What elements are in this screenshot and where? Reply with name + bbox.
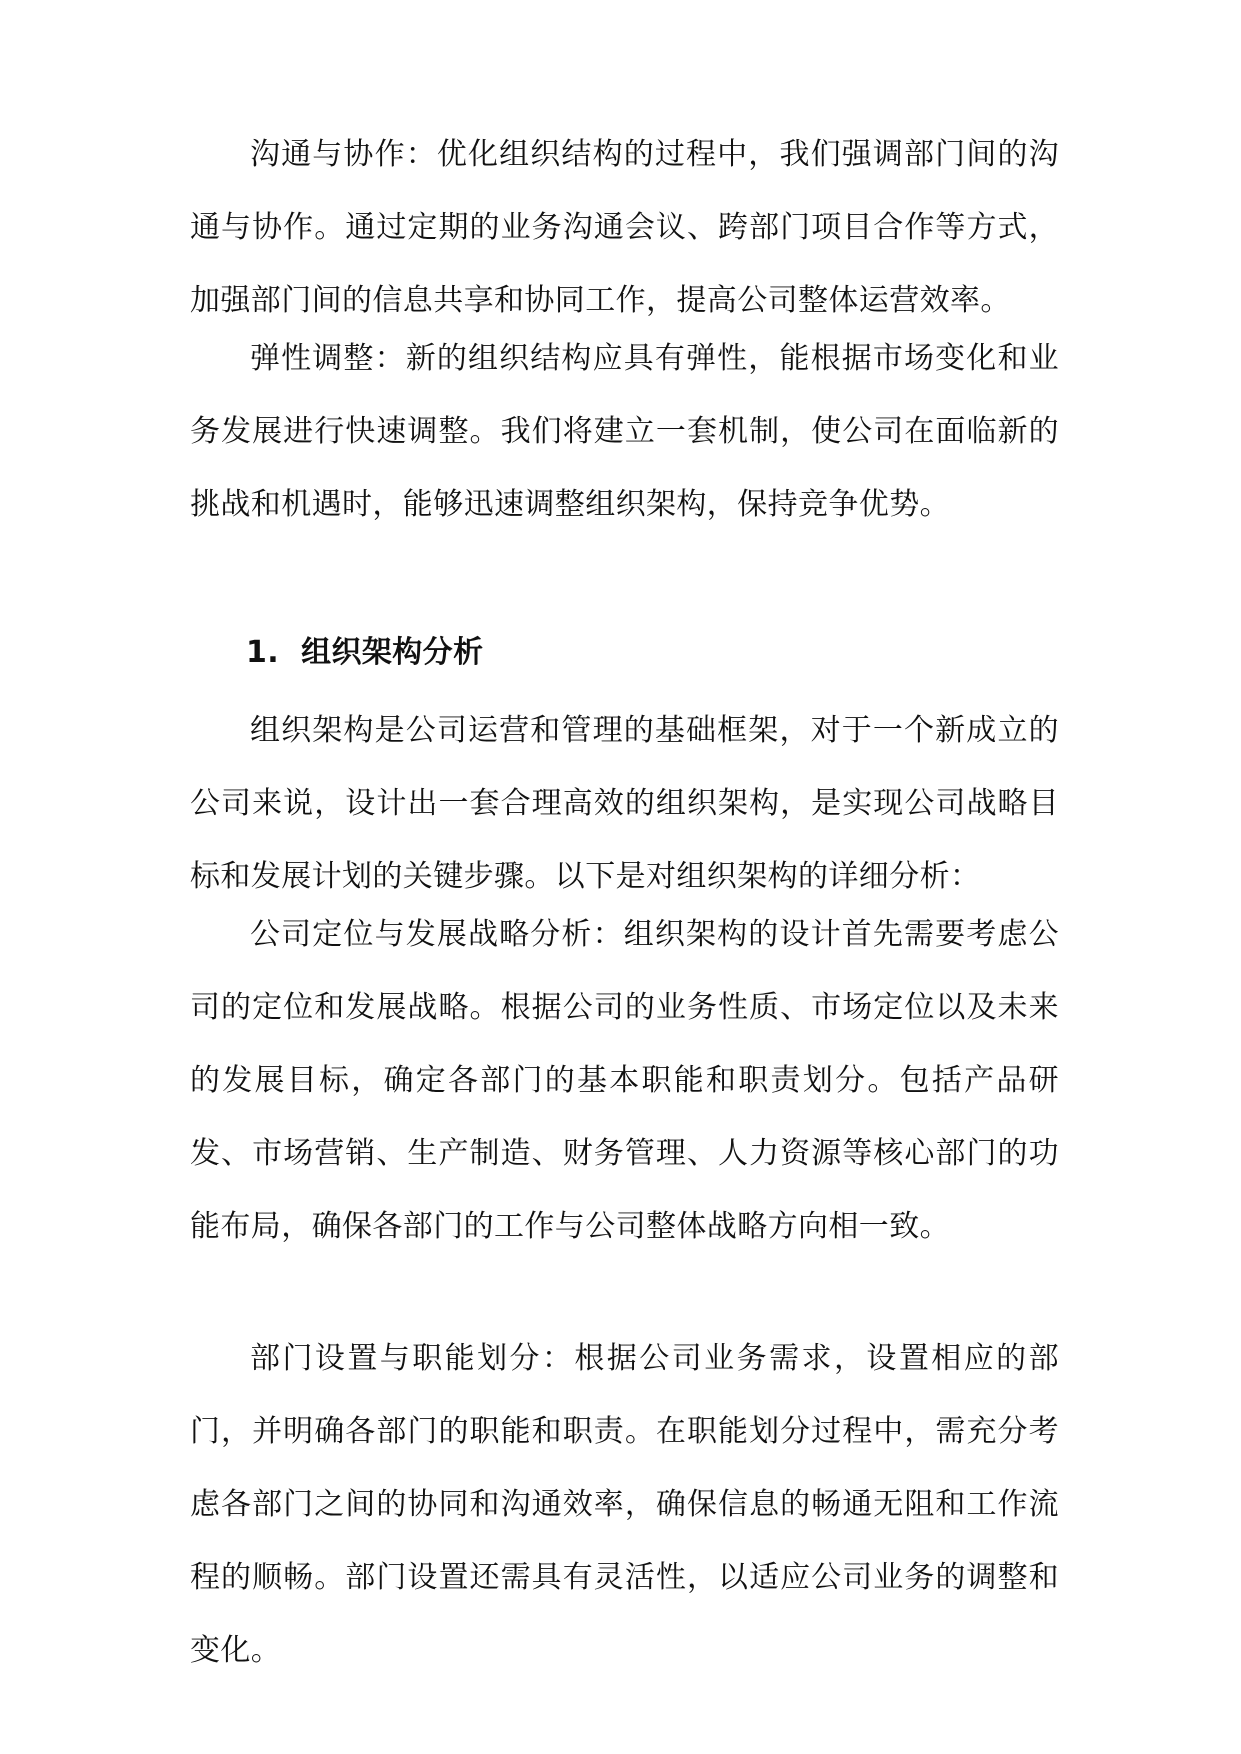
paragraph-communication: 沟通与协作：优化组织结构的过程中，我们强调部门间的沟通与协作。通过定期的业务沟通会议、跨部门项目合作等方式，加强部门间的信息共享和协同工作，提高公司整体运营效率。 xyxy=(190,137,1059,318)
paragraph-flexibility: 弹性调整：新的组织结构应具有弹性，能根据市场变化和业务发展进行快速调整。我们将建立一套机制，使公司在面临新的挑战和机遇时，能够迅速调整组织架构，保持竞争优势。 xyxy=(190,341,1059,522)
paragraph-positioning: 公司定位与发展战略分析：组织架构的设计首先需要考虑公司的定位和发展战略。根据公司的业务性质、市场定位以及未来的发展目标，确定各部门的基本职能和职责划分。包括产品研发、市场营销、生产制造、财务管理、人力资源等核心部门的功能布局，确保各部门的工作与公司整体战略方向相一致。 xyxy=(190,917,1059,1244)
paragraph-intro: 组织架构是公司运营和管理的基础框架，对于一个新成立的公司来说，设计出一套合理高效的组织架构，是实现公司战略目标和发展计划的关键步骤。以下是对组织架构的详细分析： xyxy=(190,713,1059,894)
paragraph-departments: 部门设置与职能划分：根据公司业务需求，设置相应的部门，并明确各部门的职能和职责。在职能划分过程中，需充分考虑各部门之间的协同和沟通效率，确保信息的畅通无阻和工作流程的顺畅。部门设置还需具有灵活性，以适应公司业务的调整和变化。 xyxy=(190,1341,1059,1668)
section-number: 1. xyxy=(246,635,280,670)
section-heading xyxy=(246,616,483,689)
section-title: 组织架构分析 xyxy=(301,635,484,670)
